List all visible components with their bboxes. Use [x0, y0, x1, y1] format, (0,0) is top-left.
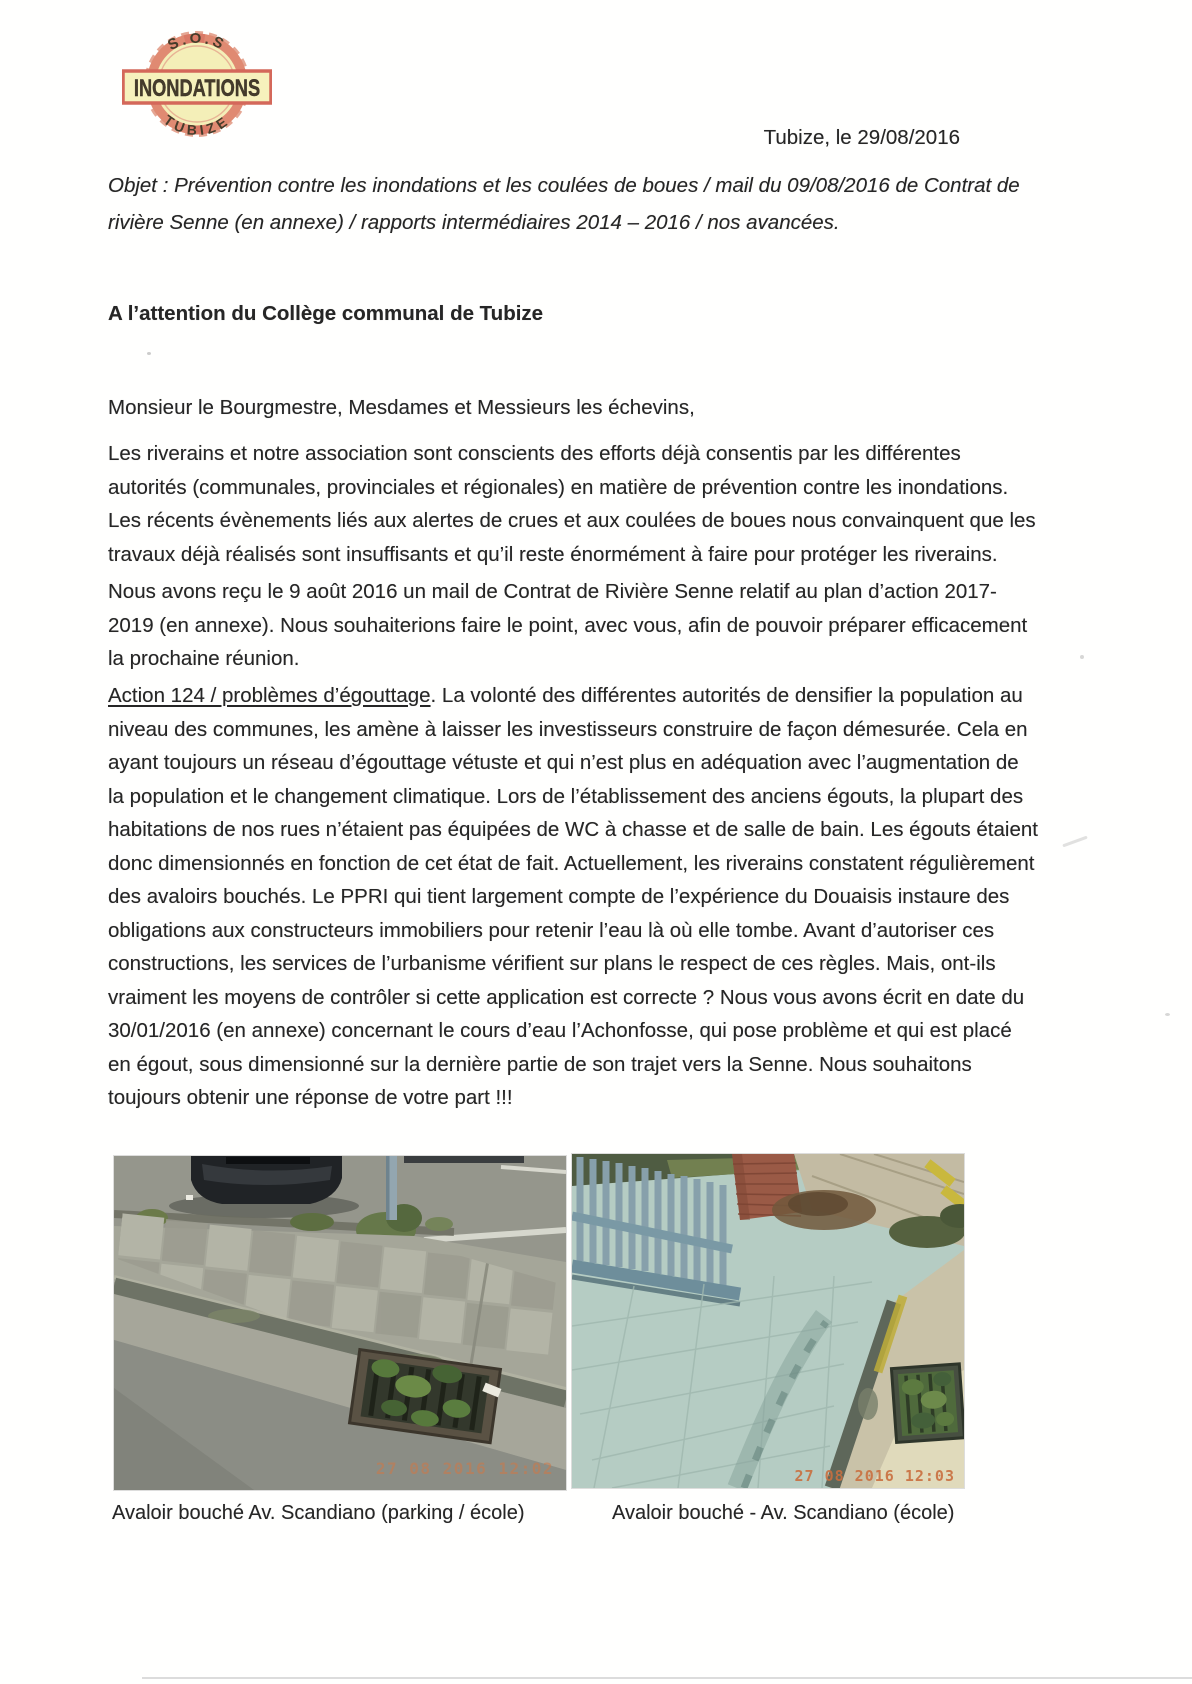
logo-buoy-graphic	[122, 28, 272, 140]
paragraph-action-124	[108, 679, 1040, 1115]
scan-edge-line	[142, 1677, 1192, 1679]
timestamp-left: 27 08 2016 12:02	[375, 1459, 554, 1478]
photo-right-blocked-drain-school	[572, 1154, 964, 1488]
scan-speck	[1080, 655, 1084, 659]
background-car-icon	[404, 1156, 524, 1163]
car-icon	[169, 1156, 359, 1218]
dateline: Tubize, le 29/08/2016	[763, 126, 960, 149]
photo-caption-left: Avaloir bouché Av. Scandiano (parking / école)	[112, 1502, 525, 1524]
scan-smudge	[1062, 836, 1087, 848]
photo-left-blocked-drain-parking	[114, 1156, 566, 1490]
scan-speck	[1002, 620, 1007, 624]
attention-line: A l’attention du Collège communal de Tubize	[108, 302, 544, 325]
action-body: . La volonté des différentes autorités de densifier la population au niveau des communes, les amène à laisser les investisseurs construire de façon démesurée. Cela en ayant toujours un réseau d’égouttage vétuste et qui n’est plus en adéquation avec l’augmentation de la population et le changement climatique. Lors de l’établissement des anciens égouts, la plupart des habitations de nos rues n’étaient pas équipées de WC à chasse et de salle de bain. Les égouts étaient donc dimensionnés en fonction de cet état de fait. Actuellement, les riverains constatent régulièrement des avaloirs bouchés. Le PPRI qui tient largement compte de l’expérience du Douaisis instaure des obligations aux constructeurs immobiliers pour retenir l’eau là où elle tombe. Avant d’autoriser ces constructions, les services de l’urbanisme vérifient sur plans le respect de ces règles. Mais, ont-ils vraiment les moyens de contrôler si cette application est correcte ? Nous vous avons écrit en date du 30/01/2016 (en annexe) concernant le cours d’eau l’Achonfosse, qui pose problème et qui est placé en égout, sous dimensionné sur la dernière partie de son trajet vers la Senne. Nous souhaitons toujours obtenir une réponse de votre part !!!	[108, 684, 1038, 1109]
logo-inondations-text: INONDATIONS	[133, 74, 261, 102]
scan-speck	[1165, 1013, 1170, 1016]
association-logo-stamp	[122, 28, 272, 140]
photo-left-illustration	[114, 1156, 566, 1490]
logo-sos-text: S.O.S	[165, 30, 229, 55]
timestamp-right: 27 08 2016 12:03	[794, 1467, 955, 1485]
salutation: Monsieur le Bourgmestre, Mesdames et Messieurs les échevins,	[108, 396, 695, 419]
photo-right-illustration	[572, 1154, 964, 1488]
logo-tubize-text: TUBIZE	[160, 111, 234, 139]
paragraph-mail-crs: Nous avons reçu le 9 août 2016 un mail de Contrat de Rivière Senne relatif au plan d’action 2017-2019 (en annexe). Nous souhaiterions faire le point, avec vous, afin de pouvoir préparer efficacement la prochaine réunion.	[108, 580, 1028, 670]
drain-grate-with-weeds	[891, 1364, 964, 1443]
scan-speck	[147, 352, 151, 355]
paragraph-efforts: Les riverains et notre association sont conscients des efforts déjà consentis par les différentes autorités (communales, provinciales et régionales) en matière de prévention contre les inondations. Les récents évènements liés aux alertes de crues et aux coulées de boues nous convainquent que les travaux déjà réalisés sont insuffisants et qu’il reste énormément à faire pour protéger les riverains.	[108, 442, 1036, 566]
photo-caption-right: Avaloir bouché - Av. Scandiano (école)	[612, 1502, 955, 1524]
action-heading: Action 124 / problèmes d’égouttage	[108, 684, 431, 707]
subject-line: Objet : Prévention contre les inondations et les coulées de boues / mail du 09/08/2016 de Contrat de rivière Senne (en annexe) / rapports intermédiaires 2014 – 2016 / nos avancées.	[108, 174, 1020, 234]
